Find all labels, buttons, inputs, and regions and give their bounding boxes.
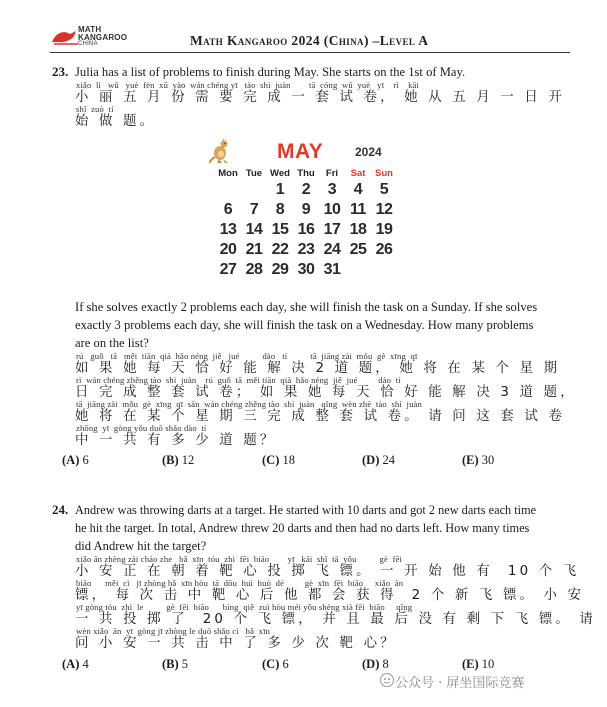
calendar-day: 10 xyxy=(323,201,341,218)
q23-pinyin-line-4: rì wán chéng zhěng tào shì juàn rú guǒ tā měi tiān qià hǎo néng jiě jué dào tí xyxy=(76,375,401,385)
q24-choice-e[interactable]: (E) 10 xyxy=(462,657,495,671)
calendar-day: 23 xyxy=(297,241,315,258)
calendar-day: 29 xyxy=(271,261,289,278)
header-divider xyxy=(50,52,570,53)
calendar-day: 12 xyxy=(375,201,393,218)
q24-english-line-1: Andrew was throwing darts at a target. He started with 10 darts and got 2 new darts each time xyxy=(75,503,537,517)
calendar-day: 3 xyxy=(327,181,337,198)
calendar-day: 7 xyxy=(249,201,259,218)
weekday-tue: Tue xyxy=(245,167,263,179)
calendar-day: 28 xyxy=(245,261,263,278)
calendar-day: 31 xyxy=(323,261,341,278)
q24-pinyin-line-4: wèn xiǎo ān yī gòng jī zhòng le duō shǎo cì bǎ xīn xyxy=(76,626,271,636)
calendar-day: 16 xyxy=(297,221,315,238)
calendar-week-4 xyxy=(215,240,397,260)
calendar-day: 8 xyxy=(275,201,285,218)
q23-pinyin-line-2: shǐ zuò tí xyxy=(76,104,114,114)
q24-choice-a[interactable]: (A) 4 xyxy=(62,657,89,671)
calendar-day: 22 xyxy=(271,241,289,258)
calendar-day: 25 xyxy=(349,241,367,258)
logo-line-3: CHINA xyxy=(78,41,98,47)
calendar-week-5 xyxy=(215,260,397,280)
q24-choice-b[interactable]: (B) 5 xyxy=(162,657,189,671)
page-title: Math Kangaroo 2024 (China) –Level A xyxy=(190,33,429,48)
may-calendar xyxy=(205,130,405,280)
calendar-day: 11 xyxy=(350,201,366,218)
question-23-number: 23. xyxy=(52,64,69,79)
calendar-day: 27 xyxy=(219,261,237,278)
q23-pinyin-line-1: xiǎo lì wǔ yuè fèn xū yào wán chéng yī tào shì juàn tā cóng wǔ yuè yī rì kāi xyxy=(76,80,420,90)
watermark-text: 公众号 · 屏坐国际竞赛 xyxy=(395,676,525,691)
q23-english-line-3: exactly 3 problems each day, she will finish the task on a Wednesday. How many problems xyxy=(75,318,534,332)
calendar-day: 2 xyxy=(301,181,311,198)
calendar-weekday-header xyxy=(215,166,397,180)
q24-pinyin-line-3: yī gòng tóu zhì le gè fēi biāo bìng qiě zuì hòu méi yǒu shèng xià fēi biāo qǐng xyxy=(76,602,413,612)
q24-chinese-line-1: 小 安 正 在 朝 着 靶 心 投 掷 飞 镖。 一 开 始 他 有 10 个 飞 xyxy=(75,564,580,579)
kangaroo-icon xyxy=(209,138,233,164)
math-kangaroo-logo xyxy=(50,26,140,48)
q23-english-line-4: are on the list? xyxy=(75,336,149,350)
calendar-week-3 xyxy=(215,220,397,240)
kangaroo-logo-icon xyxy=(50,28,80,46)
calendar-day: 20 xyxy=(219,241,237,258)
calendar-day: 6 xyxy=(223,201,233,218)
q23-english-line-1: Julia has a list of problems to finish during May. She starts on the 1st of May. xyxy=(75,65,466,79)
q23-chinese-line-1: 小 丽 五 月 份 需 要 完 成 一 套 试 卷， 她 从 五 月 一 日 开 xyxy=(75,90,566,105)
weekday-fri: Fri xyxy=(325,167,339,179)
q24-chinese-line-4: 问 小 安 一 共 击 中 了 多 少 次 靶 心？ xyxy=(75,636,397,651)
calendar-day: 19 xyxy=(375,221,393,238)
calendar-day: 14 xyxy=(245,221,263,238)
calendar-day: 24 xyxy=(323,241,341,258)
q24-choice-c[interactable]: (C) 6 xyxy=(262,657,289,671)
calendar-grid xyxy=(215,166,397,280)
q23-choice-b[interactable]: (B) 12 xyxy=(162,453,195,467)
weekday-mon: Mon xyxy=(218,167,238,179)
q23-pinyin-line-3: rú guǒ tā měi tiān qià hǎo néng jiě jué dào tí tā jiāng zài mǒu gè xīng qī xyxy=(76,351,418,361)
calendar-week-2 xyxy=(215,200,397,220)
q24-pinyin-line-1: xiǎo ān zhèng zài cháo zhe bǎ xīn tóu zhì fēi biāo yī kāi shǐ tā yǒu gè fēi xyxy=(76,554,403,564)
logo-line-1: MATH xyxy=(78,25,102,34)
weekday-sun: Sun xyxy=(375,167,393,179)
wechat-official-account-icon xyxy=(380,673,394,687)
calendar-day: 1 xyxy=(275,181,285,198)
q23-english-line-2: If she solves exactly 2 problems each day, she will finish the task on a Sunday. If she solves xyxy=(75,300,538,314)
q23-pinyin-line-6: zhōng yī gòng yǒu duō shǎo dào tí xyxy=(76,423,207,433)
calendar-day: 4 xyxy=(353,181,363,198)
q23-chinese-line-2: 始 做 题。 xyxy=(75,114,157,129)
question-24-number: 24. xyxy=(52,502,69,517)
calendar-month: MAY xyxy=(277,140,324,163)
calendar-day: 26 xyxy=(375,241,393,258)
calendar-day: 21 xyxy=(245,241,263,258)
q24-chinese-line-2: 镖， 每 次 击 中 靶 心 后 他 都 会 获 得 2 个 新 飞 镖。 小 安 xyxy=(75,588,585,603)
q23-chinese-line-3: 如 果 她 每 天 恰 好 能 解 决 2 道 题， 她 将 在 某 个 星 期 xyxy=(75,361,561,376)
q23-chinese-line-4: 日 完 成 整 套 试 卷； 如 果 她 每 天 恰 好 能 解 决 3 道 题， xyxy=(75,385,577,400)
q23-choice-a[interactable]: (A) 6 xyxy=(62,453,89,467)
weekday-thu: Thu xyxy=(297,167,315,179)
calendar-day: 13 xyxy=(219,221,237,238)
q23-chinese-line-5: 她 将 在 某 个 星 期 三 完 成 整 套 试 卷。 请 问 这 套 试 卷 xyxy=(75,409,566,424)
q23-pinyin-line-5: tā jiāng zài mǒu gè xīng qī sān wán chéng zhěng tào shì juàn qǐng wèn zhè tào shì juàn xyxy=(76,399,422,409)
q24-chinese-line-3: 一 共 投 掷 了 20 个 飞 镖， 并 且 最 后 没 有 剩 下 飞 镖。 请 xyxy=(75,612,596,627)
q24-choice-d[interactable]: (D) 8 xyxy=(362,657,389,671)
logo-line-2: KANGAROO xyxy=(78,32,128,42)
q23-chinese-line-6: 中 一 共 有 多 少 道 题？ xyxy=(75,433,277,448)
q23-choice-e[interactable]: (E) 30 xyxy=(462,453,495,467)
calendar-day: 9 xyxy=(301,201,311,218)
calendar-day: 5 xyxy=(379,181,389,198)
calendar-week-1 xyxy=(215,180,397,200)
q24-english-line-2: he hit the target. In total, Andrew threw 20 darts and then had no darts left. How many times xyxy=(75,521,530,535)
q24-pinyin-line-2: biāo měi cì jī zhòng bǎ xīn hòu tā dōu huì huò dé gè xīn fēi biāo xiǎo ān xyxy=(76,578,404,588)
calendar-day: 30 xyxy=(297,261,315,278)
q23-choice-d[interactable]: (D) 24 xyxy=(362,453,395,467)
weekday-wed: Wed xyxy=(270,167,290,179)
calendar-year: 2024 xyxy=(355,145,382,159)
calendar-day: 15 xyxy=(271,221,289,238)
calendar-day: 18 xyxy=(349,221,367,238)
weekday-sat: Sat xyxy=(350,167,366,179)
q24-english-line-3: did Andrew hit the target? xyxy=(75,539,207,553)
page-header xyxy=(0,0,607,56)
calendar-day: 17 xyxy=(323,221,341,238)
q23-choice-c[interactable]: (C) 18 xyxy=(262,453,295,467)
